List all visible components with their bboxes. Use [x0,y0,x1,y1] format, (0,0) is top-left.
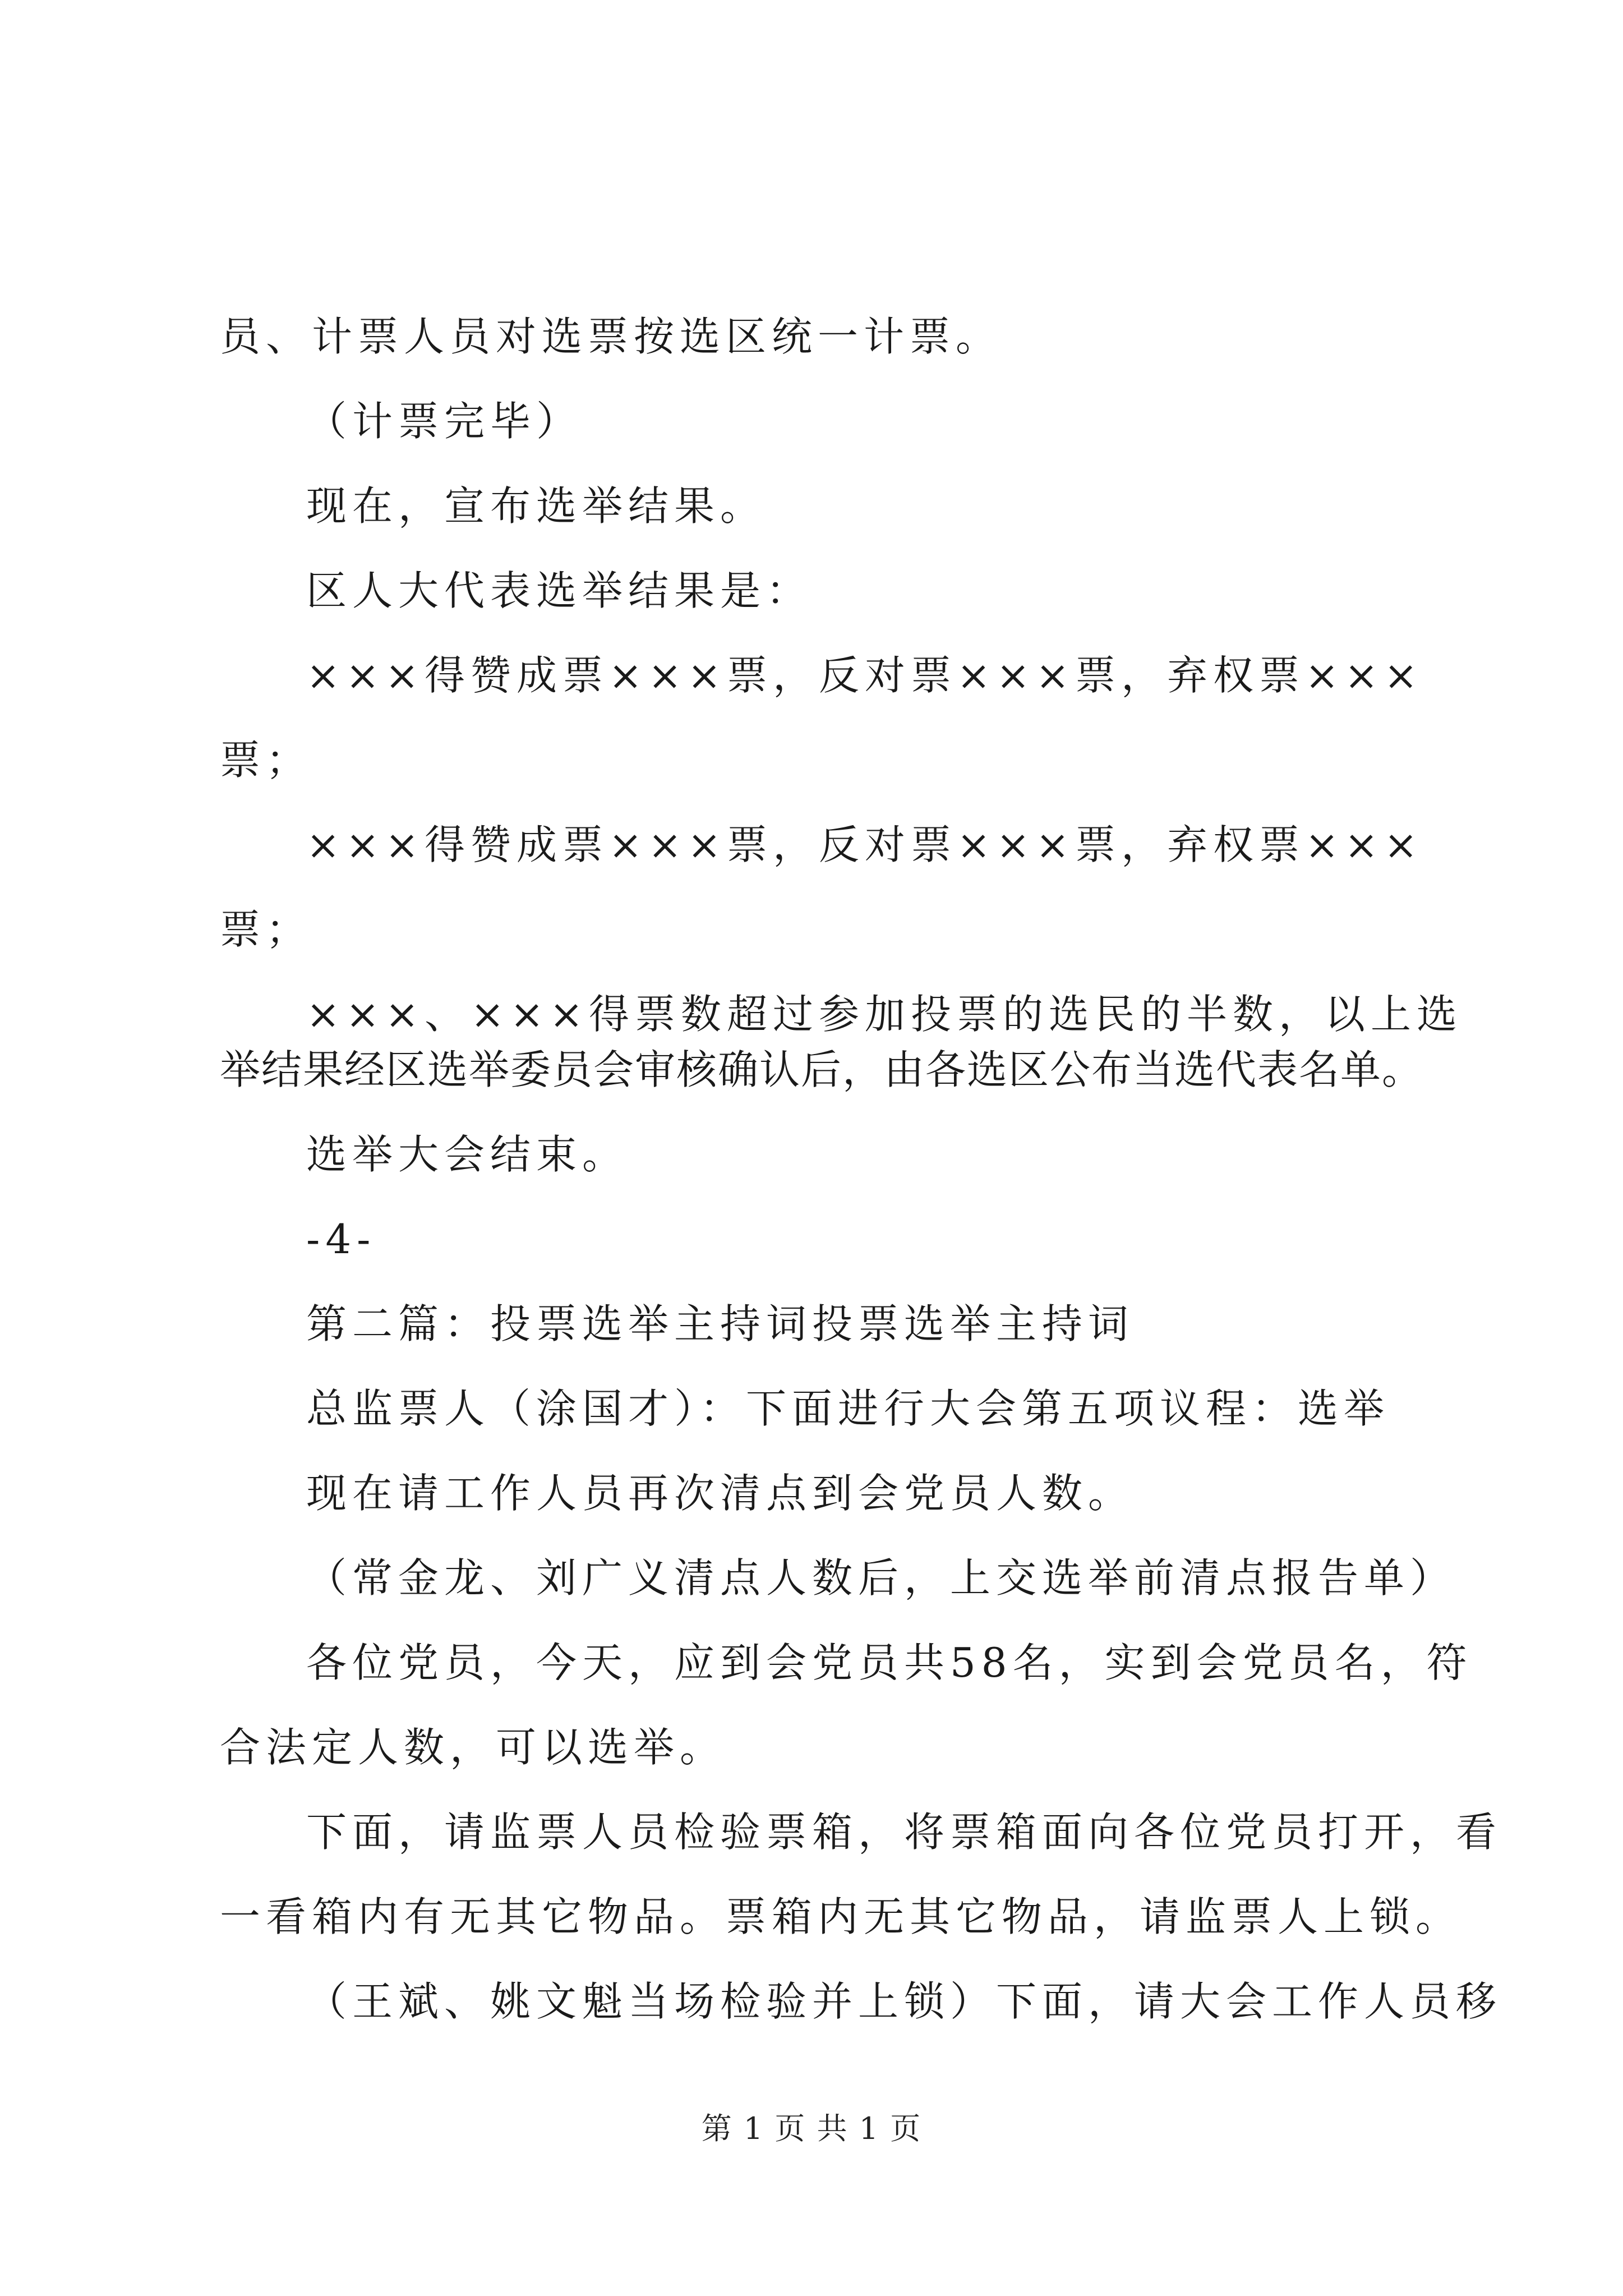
page-number-marker: -4- [306,1216,376,1263]
paragraph-line: ×××得赞成票×××票，反对票×××票，弃权票××× [306,821,1423,868]
paragraph-line: 员、计票人员对选票按选区统一计票。 [220,313,1002,360]
paragraph-line: 总监票人（涂国才）：下面进行大会第五项议程：选举 [306,1385,1390,1432]
paragraph-line: 举结果经区选举委员会审核确认后，由各选区公布当选代表名单。 [220,1046,1424,1093]
paragraph-line: 现在请工作人员再次清点到会党员人数。 [306,1470,1135,1517]
section-heading: 第二篇：投票选举主持词投票选举主持词 [306,1300,1135,1347]
paragraph-line: 合法定人数，可以选举。 [220,1724,726,1771]
paragraph-line: ×××得赞成票×××票，反对票×××票，弃权票××× [306,652,1423,699]
paragraph-line: （常金龙、刘广义清点人数后，上交选举前清点报告单） [306,1554,1456,1602]
paragraph-line: 票； [220,906,312,953]
paragraph-line: 现在，宣布选举结果。 [306,482,767,530]
paragraph-line: 区人大代表选举结果是： [306,567,813,614]
paragraph-line: 一看箱内有无其它物品。票箱内无其它物品，请监票人上锁。 [220,1893,1462,1940]
paragraph-line: 选举大会结束。 [306,1131,629,1178]
paragraph-line: 票； [220,737,312,784]
paragraph-line: ×××、×××得票数超过参加投票的选民的半数，以上选 [306,991,1463,1038]
page-footer: 第 1 页 共 1 页 [701,2111,922,2146]
paragraph-line: 下面，请监票人员检验票箱，将票箱面向各位党员打开，看 [306,1809,1502,1856]
paragraph-line: （计票完毕） [306,398,583,445]
paragraph-line: 各位党员，今天，应到会党员共58名，实到会党员名，符 [306,1639,1473,1686]
paragraph-line: （王斌、姚文魁当场检验并上锁）下面，请大会工作人员移 [306,1978,1502,2025]
